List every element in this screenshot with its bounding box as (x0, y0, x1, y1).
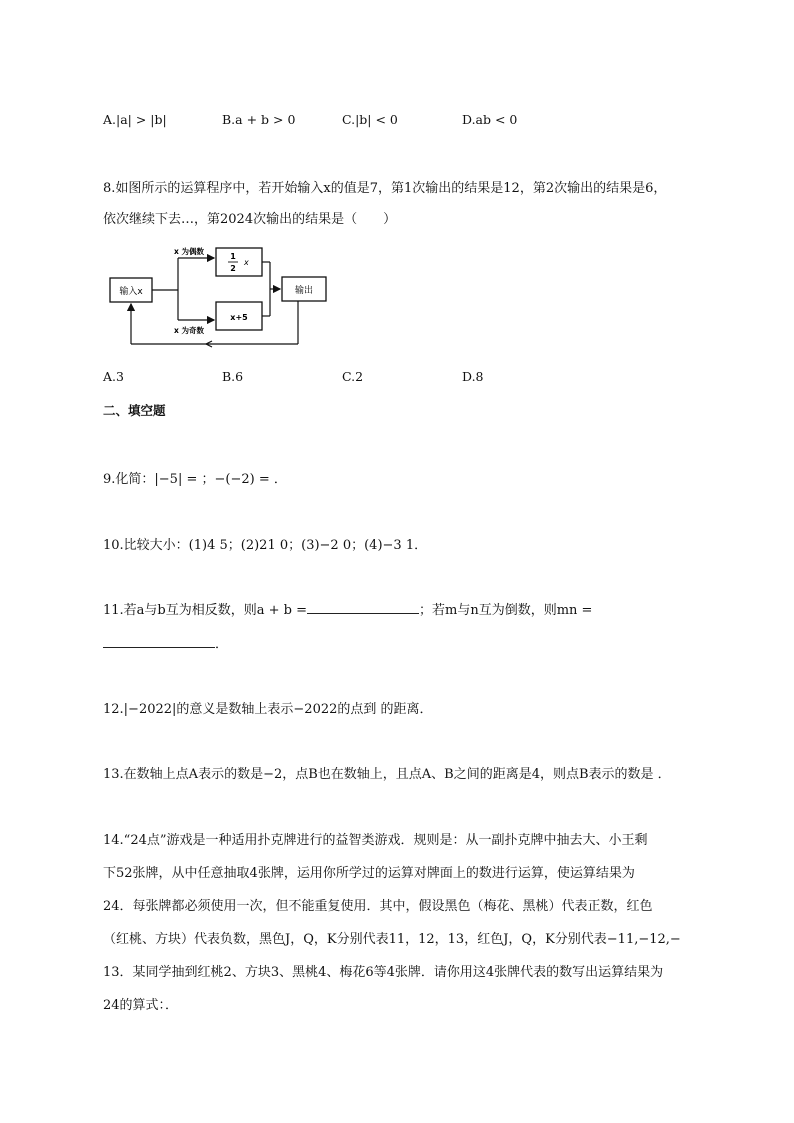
flow-half-variable: x (244, 258, 249, 267)
flow-input-label: 输入x (119, 287, 143, 297)
q8-text-line2: 依次继续下去…，第2024次输出的结果是（ ） (103, 212, 397, 227)
flow-half-numerator: 1 (230, 252, 236, 261)
q8-option-b: B.6 (222, 369, 244, 384)
q7-option-c: C.|b| < 0 (342, 112, 398, 127)
flow-plus5-label: x+5 (230, 313, 248, 322)
q11-blank-2[interactable] (103, 635, 215, 648)
q11-line2 (103, 633, 228, 652)
q13-text: 13.在数轴上点A表示的数是−2，点B也在数轴上，且点A、B之间的距离是4，则点B表示的数是 ． (103, 767, 671, 782)
q14-line3: 24．每张牌都必须使用一次，但不能重复使用．其中，假设黑色（梅花、黑桃）代表正数，红色 (103, 899, 653, 914)
flow-half-box (216, 248, 262, 276)
q11-end: ． (215, 637, 229, 652)
q12-text: 12.|−2022|的意义是数轴上表示−2022的点到 的距离． (103, 702, 433, 717)
q8-option-d: D.8 (462, 369, 484, 384)
q14-line2: 下52张牌，从中任意抽取4张牌，运用你所学过的运算对牌面上的数进行运算，使运算结果为 (103, 866, 635, 881)
q10-text: 10.比较大小：(1)4 5；(2)21 0；(3)−2 0；(4)−3 1． (103, 538, 428, 553)
q11-line1 (103, 599, 592, 618)
q8-text-line1: 8.如图所示的运算程序中，若开始输入x的值是7，第1次输出的结果是12，第2次输出的结果是6， (103, 181, 667, 196)
q9-text: 9.化简：|−5| = ；−(−2) = ． (103, 472, 287, 487)
flow-output-label: 输出 (294, 286, 314, 296)
q14-line6: 24的算式：． (103, 998, 179, 1013)
q7-option-b: B.a + b > 0 (222, 112, 296, 127)
q7-option-d: D.ab < 0 (462, 112, 518, 127)
flow-even-condition: x 为偶数 (174, 247, 204, 256)
q14-line5: 13．某同学抽到红桃2、方块3、黑桃4、梅花6等4张牌．请你用这4张牌代表的数写出运算结果为 (103, 965, 664, 980)
q7-option-a: A.|a| > |b| (103, 112, 167, 127)
q14-line4: （红桃、方块）代表负数，黑色J，Q，K分别代表11，12，13，红色J，Q，K分别代表−11,−12,− (103, 932, 681, 947)
flow-odd-condition: x 为奇数 (174, 326, 204, 335)
q11-part1: 11.若a与b互为相反数，则a + b = (103, 603, 308, 618)
q8-option-c: C.2 (342, 369, 364, 384)
q11-blank-1[interactable] (307, 601, 419, 614)
q11-part2: ；若m与n互为倒数，则mn = (419, 603, 593, 618)
q14-line1: 14.“24点”游戏是一种适用扑克牌进行的益智类游戏．规则是：从一副扑克牌中抽去大、小王剩 (103, 833, 648, 848)
q8-flowchart (100, 240, 340, 352)
q8-option-a: A.3 (103, 369, 124, 384)
section-title-fill-blank: 二、填空题 (103, 403, 166, 418)
flow-half-denominator: 2 (230, 264, 236, 273)
